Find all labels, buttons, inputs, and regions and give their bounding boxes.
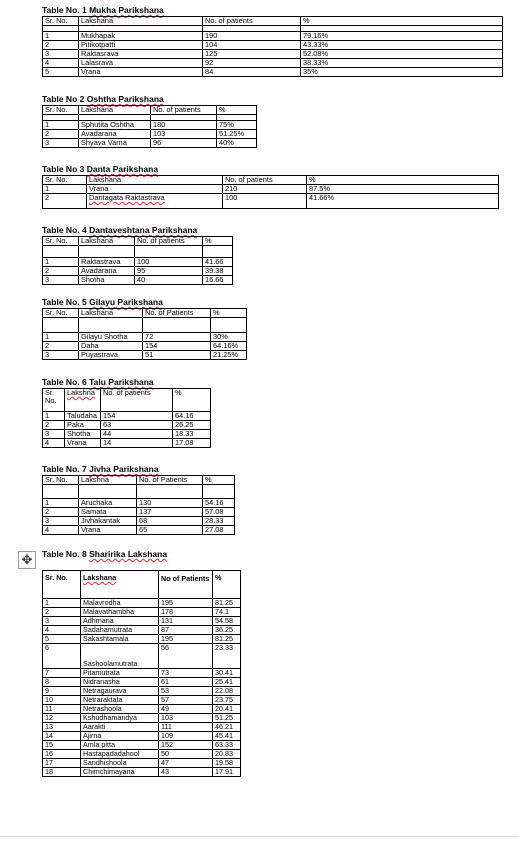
caption-name: Jivha Parikshana — [89, 464, 159, 474]
cell: Sashoolamutrata — [81, 644, 159, 669]
cell: 2 — [43, 508, 79, 517]
header-cell: Lakshna — [79, 476, 137, 485]
cell: 152 — [159, 741, 213, 750]
cell: 73 — [159, 669, 213, 678]
cell: 178 — [159, 608, 213, 617]
cell: 30.41 — [213, 669, 241, 678]
header-cell: No. of patients — [203, 17, 301, 26]
cell: 61 — [159, 678, 213, 687]
table-3 — [42, 175, 499, 209]
table-header-row — [43, 106, 257, 115]
page-bottom-divider — [0, 836, 519, 837]
cell: 14 — [101, 439, 173, 448]
cell: Pitikotpatti — [79, 41, 203, 50]
table-7-caption — [42, 464, 159, 474]
table-row — [43, 714, 241, 723]
cell: Daha — [79, 342, 143, 351]
cell: 190 — [203, 32, 301, 41]
cell: 100 — [135, 258, 203, 267]
cell: 2 — [43, 267, 79, 276]
cell: 1 — [43, 185, 87, 194]
table-5-caption — [42, 297, 163, 307]
cell: Dantagata Raktastrava — [87, 194, 223, 209]
table-1-caption — [42, 5, 164, 15]
table-row — [43, 626, 241, 635]
caption-name: Danta Parikshana — [86, 164, 159, 174]
table-row — [43, 696, 241, 705]
table-row — [43, 139, 257, 148]
cell: 68 — [137, 517, 203, 526]
cell: Shyava Varna — [79, 139, 151, 148]
cell: 47 — [159, 759, 213, 768]
cell: 16 — [43, 750, 81, 759]
cell: 54.16 — [203, 499, 235, 508]
cell: 51.25% — [217, 130, 257, 139]
table-row — [43, 194, 499, 209]
cell: 5 — [43, 68, 79, 77]
cell: 27.08 — [203, 526, 235, 535]
cell: 3 — [43, 351, 79, 360]
header-cell: No of Patients — [159, 571, 213, 599]
table-row — [43, 267, 233, 276]
cell: 40 — [135, 276, 203, 285]
cell: 57.08 — [203, 508, 235, 517]
header-cell: Lakshana — [81, 571, 159, 599]
table-row — [43, 50, 503, 59]
table-2 — [42, 105, 257, 148]
table-row — [43, 750, 241, 759]
cell: 3 — [43, 50, 79, 59]
table-header-row — [43, 571, 241, 599]
cell: 26.25 — [173, 421, 211, 430]
spacer-row — [43, 318, 247, 333]
cell: 49 — [159, 705, 213, 714]
table-row — [43, 705, 241, 714]
cell: 87.5% — [307, 185, 499, 194]
cell: 3 — [43, 430, 65, 439]
header-cell: Lakshana — [79, 106, 151, 115]
table-header-row — [43, 237, 233, 246]
header-cell: % — [301, 17, 503, 26]
table-row — [43, 669, 241, 678]
cell: 2 — [43, 130, 79, 139]
table-row — [43, 342, 247, 351]
header-cell: Lakshna — [65, 389, 101, 412]
cell: 44 — [101, 430, 173, 439]
cell: Puyastrava — [79, 351, 143, 360]
cell: 1 — [43, 333, 79, 342]
cell: 23.33 — [213, 644, 241, 669]
cell: 195 — [159, 599, 213, 608]
table-row — [43, 68, 503, 77]
spacer-row — [43, 246, 233, 258]
cell: Aruchaka — [79, 499, 137, 508]
table-header-row — [43, 309, 247, 318]
cell: 1 — [43, 121, 79, 130]
cell: Netrashoola — [81, 705, 159, 714]
cell: 56 — [159, 644, 213, 669]
cell: 64.16% — [211, 342, 247, 351]
cell: 6 — [43, 644, 81, 669]
table-row — [43, 687, 241, 696]
header-cell: Lakshana — [79, 309, 143, 318]
table-4-caption — [42, 225, 197, 235]
cell: 45.41 — [213, 732, 241, 741]
cell: Sandhishoola — [81, 759, 159, 768]
cell: 109 — [159, 732, 213, 741]
table-row — [43, 768, 241, 777]
cell: 63.33 — [213, 741, 241, 750]
cell: Avadarana — [79, 267, 135, 276]
cell: 20.83 — [213, 750, 241, 759]
cell: 50 — [159, 750, 213, 759]
caption-name: Dantaveshtana Parikshana — [89, 225, 198, 235]
cell: 195 — [159, 635, 213, 644]
cell: 92 — [203, 59, 301, 68]
cell: Samata — [79, 508, 137, 517]
table-row — [43, 121, 257, 130]
cell: 3 — [43, 517, 79, 526]
cell: 5 — [43, 635, 81, 644]
table-row — [43, 430, 211, 439]
cell: 40% — [217, 139, 257, 148]
cell: Sadahamutrata — [81, 626, 159, 635]
table-row — [43, 333, 247, 342]
header-cell: % — [213, 571, 241, 599]
table-row — [43, 759, 241, 768]
cell: Malavrodha — [81, 599, 159, 608]
cell: Paka — [65, 421, 101, 430]
table-row — [43, 678, 241, 687]
cell: Sakashtamala — [81, 635, 159, 644]
cell: 64.16 — [173, 412, 211, 421]
table-row — [43, 517, 235, 526]
caption-prefix: Table No. 5 — [42, 297, 87, 307]
cell: 1 — [43, 412, 65, 421]
cell: Chimchimayana — [81, 768, 159, 777]
table-row — [43, 741, 241, 750]
header-cell: % — [217, 106, 257, 115]
header-cell: Sr. No. — [43, 176, 87, 185]
cell: 125 — [203, 50, 301, 59]
cell: 3 — [43, 139, 79, 148]
cell: 18 — [43, 768, 81, 777]
cell: 3 — [43, 617, 81, 626]
cell: Kshudhamandya — [81, 714, 159, 723]
cell: 111 — [159, 723, 213, 732]
cell: 96 — [151, 139, 217, 148]
cell: 4 — [43, 526, 79, 535]
header-cell: % — [211, 309, 247, 318]
caption-name: Talu Parikshana — [89, 377, 154, 387]
table-header-row — [43, 476, 235, 485]
cell: Nidranasha — [81, 678, 159, 687]
cell: 8 — [43, 678, 81, 687]
table-5 — [42, 308, 247, 360]
cell: 14 — [43, 732, 81, 741]
cell: 38.33% — [301, 59, 503, 68]
caption-prefix: Table No. 1 — [42, 5, 87, 15]
cell: 2 — [43, 194, 87, 209]
table-row — [43, 732, 241, 741]
table-7 — [42, 475, 235, 535]
cell: 36.25 — [213, 626, 241, 635]
header-cell: No. of patients — [135, 237, 203, 246]
cell: 41.66% — [307, 194, 499, 209]
header-cell: % — [307, 176, 499, 185]
cell: 20.41 — [213, 705, 241, 714]
cell: 22.08 — [213, 687, 241, 696]
table-row — [43, 608, 241, 617]
table-row — [43, 439, 211, 448]
header-cell: % — [203, 237, 233, 246]
cell: Vrana — [87, 185, 223, 194]
cell: 21.25% — [211, 351, 247, 360]
cell: 103 — [159, 714, 213, 723]
cell: Mukhapak — [79, 32, 203, 41]
cell: Sphutita Oshtha — [79, 121, 151, 130]
table-row — [43, 421, 211, 430]
header-cell: Sr. No. — [43, 389, 65, 412]
cell: 13 — [43, 723, 81, 732]
spacer-row — [43, 485, 235, 499]
cell: 100 — [223, 194, 307, 209]
header-cell: % — [173, 389, 211, 412]
cell: 1 — [43, 599, 81, 608]
cell: 17.08 — [173, 439, 211, 448]
header-cell: No. of Patients — [143, 309, 211, 318]
caption-prefix: Table No 3 — [42, 164, 85, 174]
cell: Vrana — [79, 526, 137, 535]
caption-prefix: Table No. 8 — [42, 549, 87, 559]
cell: Amla pitta — [81, 741, 159, 750]
table-row — [43, 276, 233, 285]
table-3-caption — [42, 164, 158, 174]
cell: 4 — [43, 439, 65, 448]
cell: 2 — [43, 608, 81, 617]
cell: Ajirna — [81, 732, 159, 741]
table-row — [43, 41, 503, 50]
cell: 11 — [43, 705, 81, 714]
table-row — [43, 599, 241, 608]
cell: 2 — [43, 41, 79, 50]
header-cell: Lakshana — [79, 237, 135, 246]
cell: 43.33% — [301, 41, 503, 50]
caption-name: Mukha Parikshana — [89, 5, 164, 15]
cell: 9 — [43, 687, 81, 696]
cell: 1 — [43, 499, 79, 508]
cell: 4 — [43, 626, 81, 635]
cell: 28.33 — [203, 517, 235, 526]
cell: Vrana — [79, 68, 203, 77]
caption-name: Gilayu Parikshana — [89, 297, 163, 307]
cell: 52.08% — [301, 50, 503, 59]
cell: 10 — [43, 696, 81, 705]
table-6 — [42, 388, 211, 448]
table-8-caption — [42, 549, 167, 559]
header-cell: Sr. No. — [43, 106, 79, 115]
cell: 131 — [159, 617, 213, 626]
cell: 4 — [43, 59, 79, 68]
cell: 39.38 — [203, 267, 233, 276]
cell: 53 — [159, 687, 213, 696]
cell: Malavathambha — [81, 608, 159, 617]
table-2-caption — [42, 94, 164, 104]
cell: 104 — [203, 41, 301, 50]
cell: 154 — [143, 342, 211, 351]
cell: 210 — [223, 185, 307, 194]
cell: 65 — [137, 526, 203, 535]
table-row — [43, 59, 503, 68]
cell: Avadarana — [79, 130, 151, 139]
cell: 137 — [137, 508, 203, 517]
cell: Taludaha — [65, 412, 101, 421]
header-cell: Sr. No. — [43, 571, 81, 599]
table-row — [43, 130, 257, 139]
cell: 79.16% — [301, 32, 503, 41]
header-cell: Sr. No. — [43, 237, 79, 246]
header-cell: Sr. No. — [43, 476, 79, 485]
table-row — [43, 351, 247, 360]
header-cell: Sr. No. — [43, 309, 79, 318]
cell: 3 — [43, 276, 79, 285]
caption-prefix: Table No. 7 — [42, 464, 87, 474]
header-cell: % — [203, 476, 235, 485]
header-cell: No. of patients — [151, 106, 217, 115]
table-row — [43, 185, 499, 194]
cell: 15 — [43, 741, 81, 750]
cell: 23.75 — [213, 696, 241, 705]
table-row — [43, 412, 211, 421]
caption-name: Oshtha Parikshana — [86, 94, 164, 104]
caption-prefix: Table No 2 — [42, 94, 85, 104]
header-cell: No. of patients — [223, 176, 307, 185]
cell: 46.21 — [213, 723, 241, 732]
cell: 51.25 — [213, 714, 241, 723]
cell: Adhmana — [81, 617, 159, 626]
table-row — [43, 508, 235, 517]
cell: 41.66 — [203, 258, 233, 267]
table-8 — [42, 570, 241, 777]
cell: Jivhakantak — [79, 517, 137, 526]
cell: 87 — [159, 626, 213, 635]
cell: 84 — [203, 68, 301, 77]
table-row — [43, 723, 241, 732]
cell: 75% — [217, 121, 257, 130]
cell: 30% — [211, 333, 247, 342]
cell: 95 — [135, 267, 203, 276]
table-header-row — [43, 389, 211, 412]
cell: 54.58 — [213, 617, 241, 626]
cell: Netragaurava — [81, 687, 159, 696]
cell: 2 — [43, 342, 79, 351]
cell: 74.1 — [213, 608, 241, 617]
cell: Lalasrava — [79, 59, 203, 68]
table-row — [43, 32, 503, 41]
cell: Pitamutrata — [81, 669, 159, 678]
cell: 1 — [43, 32, 79, 41]
cell: 12 — [43, 714, 81, 723]
cell: 180 — [151, 121, 217, 130]
cell: Shotha — [79, 276, 135, 285]
table-6-caption — [42, 377, 154, 387]
cell: 81.25 — [213, 599, 241, 608]
cell: 17.91 — [213, 768, 241, 777]
table-header-row — [43, 17, 503, 26]
table-row — [43, 258, 233, 267]
table-row — [43, 644, 241, 669]
header-cell: Lakshana — [79, 17, 203, 26]
cell: 72 — [143, 333, 211, 342]
table-1 — [42, 16, 503, 77]
cell: Raktasrava — [79, 50, 203, 59]
cell: 16.66 — [203, 276, 233, 285]
cell: 130 — [137, 499, 203, 508]
table-4 — [42, 236, 233, 285]
header-cell: No. of patients — [101, 389, 173, 412]
cell: 154 — [101, 412, 173, 421]
cell: Gilayu Shotha — [79, 333, 143, 342]
header-cell: Lakshana — [87, 176, 223, 185]
cell: 57 — [159, 696, 213, 705]
cell: 25.41 — [213, 678, 241, 687]
cell: 63 — [101, 421, 173, 430]
table-row — [43, 526, 235, 535]
table-row — [43, 635, 241, 644]
header-cell: Sr. No. — [43, 17, 79, 26]
cell: 7 — [43, 669, 81, 678]
cell: 18.33 — [173, 430, 211, 439]
cell: 17 — [43, 759, 81, 768]
caption-name: Sharirika Lakshana — [89, 549, 168, 559]
cell: Vrana — [65, 439, 101, 448]
caption-prefix: Table No. 6 — [42, 377, 87, 387]
table-row — [43, 617, 241, 626]
caption-prefix: Table No. 4 — [42, 225, 87, 235]
cell: 51 — [143, 351, 211, 360]
move-arrows-icon[interactable]: ✥ — [18, 551, 36, 569]
cell: 43 — [159, 768, 213, 777]
cell: Raktastrava — [79, 258, 135, 267]
cell: 103 — [151, 130, 217, 139]
cell: Hastapadadahool — [81, 750, 159, 759]
cell: Aarakti — [81, 723, 159, 732]
cell: Shotha — [65, 430, 101, 439]
cell: 35% — [301, 68, 503, 77]
cell: Netraraktata — [81, 696, 159, 705]
table-row — [43, 499, 235, 508]
cell: 19.58 — [213, 759, 241, 768]
cell: 2 — [43, 421, 65, 430]
header-cell: No. of Patients — [137, 476, 203, 485]
cell: 81.25 — [213, 635, 241, 644]
table-header-row — [43, 176, 499, 185]
cell: 1 — [43, 258, 79, 267]
